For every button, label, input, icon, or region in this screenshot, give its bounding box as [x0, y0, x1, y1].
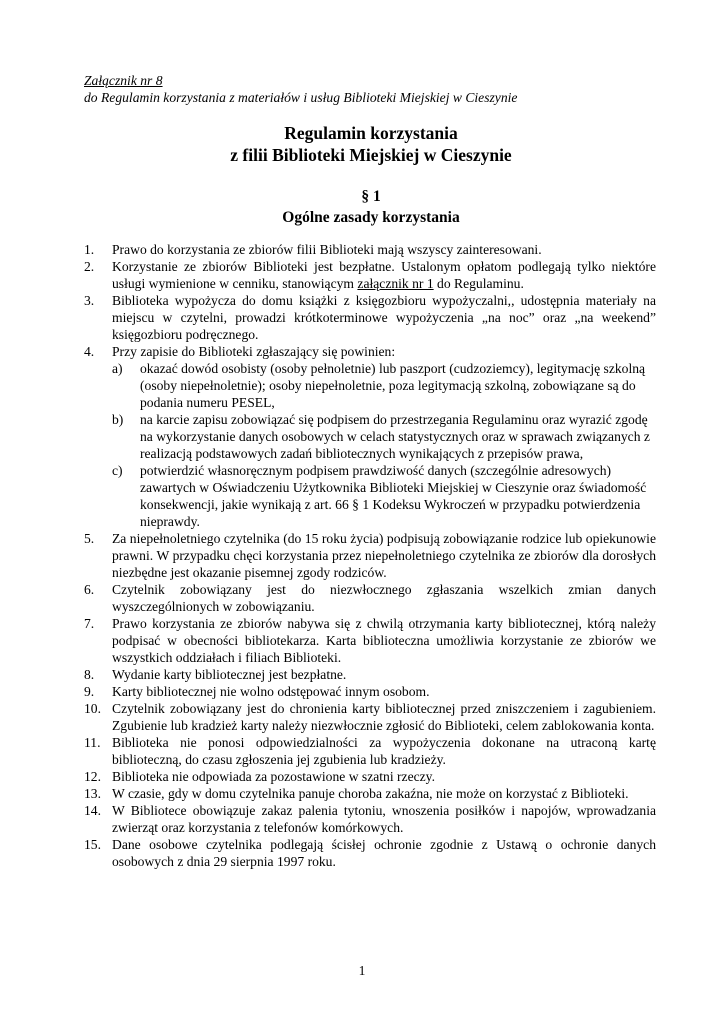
- annex-subtitle: do Regulamin korzystania z materiałów i usług Biblioteki Miejskiej w Cieszynie: [84, 90, 518, 105]
- rule-item: 10. Czytelnik zobowiązany jest do chronienia karty bibliotecznej przed zniszczeniem i zagubieniem. Zgubienie lub kradzież karty należy niezwłocznie zgłosić do Biblioteki, celem zablokowania konta.: [84, 701, 656, 733]
- rule-item: 3. Biblioteka wypożycza do domu książki z księgozbioru wypożyczalni,, udostępnia materiały na miejscu w czytelni, prowadzi krótkoterminowe wypożyczenia „na noc” oraz „na weekend” księgozbioru podręcznego.: [84, 293, 656, 342]
- rule-item: 2. Korzystanie ze zbiorów Biblioteki jest bezpłatne. Ustalonym opłatom podlegają tylko niektóre usługi wymienione w cenniku, stanowiącym załącznik nr 1 do Regulaminu.: [84, 259, 656, 291]
- annex-label: Załącznik nr 8: [84, 73, 163, 88]
- rule-item: 9. Karty bibliotecznej nie wolno odstępować innym osobom.: [84, 684, 430, 699]
- title-line-1: Regulamin korzystania: [284, 123, 458, 143]
- section-title: Ogólne zasady korzystania: [282, 209, 460, 226]
- rule-item: 7. Prawo korzystania ze zbiorów nabywa się z chwilą otrzymania karty bibliotecznej, którą należy podpisać w obecności bibliotekarza. Karta biblioteczna umożliwia korzystanie ze zbiorów we wszystkich oddziałach i filiach Biblioteki.: [84, 616, 656, 665]
- rule-item: 14. W Bibliotece obowiązuje zakaz palenia tytoniu, wnoszenia posiłków i napojów, wprowadzania zwierząt oraz korzystania z telefonów komórkowych.: [84, 803, 656, 835]
- annex-link[interactable]: załącznik nr 1: [357, 276, 434, 291]
- annex-header: [84, 72, 644, 106]
- rule-item: 13. W czasie, gdy w domu czytelnika panuje choroba zakaźna, nie może on korzystać z Biblioteki.: [84, 786, 629, 801]
- rule-item: 5. Za niepełnoletniego czytelnika (do 15 roku życia) podpisują zobowiązanie rodzice lub opiekunowie prawni. W przypadku chęci korzystania przez niepełnoletniego czytelnika ze zbiorów dla dorosłych niezbędne jest okazanie pisemnej zgody rodziców.: [84, 531, 656, 580]
- rule-item: 6. Czytelnik zobowiązany jest do niezwłocznego zgłaszania wszelkich zmian danych wyszczególnionych w zobowiązaniu.: [84, 582, 656, 614]
- document-title: [84, 123, 658, 166]
- rule-item: 4. Przy zapisie do Biblioteki zgłaszający się powinien: a) okazać dowód osobisty (osoby pełnoletnie) lub paszport (cudzoziemcy), legitymację szkolną (osoby niepełnoletnie); osoby niepełnoletnie, poza legitymacją szkolną, zobowiązane są do podania numeru PESEL, b) na karcie zapisu zobowiązać się podpisem do przestrzegania Regulaminu oraz wyrazić zgodę na wykorzystanie danych osobowych w celach statystycznych oraz w sprawach związanych z realizacją podstawowych zadań bibliotecznych wynikających z przepisów prawa, c) potwierdzić własnoręcznym podpisem prawdziwość danych (szczególnie adresowych) zawartych w Oświadczeniu Użytkownika Biblioteki Miejskiej w Cieszynie oraz świadomość konsekwencji, jakie wynikają z art. 66 § 1 Kodeksu Wykroczeń w przypadku potwierdzenia nieprawdy.: [84, 343, 656, 530]
- rule-item: 1. Prawo do korzystania ze zbiorów filii Biblioteki mają wszyscy zainteresowani.: [84, 242, 542, 257]
- section-heading: [84, 186, 658, 228]
- rule-item: 11. Biblioteka nie ponosi odpowiedzialności za wypożyczenia dokonane na utraconą kartę biblioteczną, do czasu zgłoszenia jej zgubienia lub kradzieży.: [84, 735, 656, 767]
- title-line-2: z filii Biblioteki Miejskiej w Cieszynie: [230, 144, 512, 165]
- page-number: 1: [358, 963, 366, 978]
- rules-list: [84, 241, 656, 870]
- rule-item: 15. Dane osobowe czytelnika podlegają ścisłej ochronie zgodnie z Ustawą o ochronie danych osobowych z dnia 29 sierpnia 1997 roku.: [84, 837, 656, 869]
- sub-item: b) na karcie zapisu zobowiązać się podpisem do przestrzegania Regulaminu oraz wyrazić zgodę na wykorzystanie danych osobowych w celach statystycznych oraz w sprawach związanych z realizacją podstawowych zadań bibliotecznych wynikających z przepisów prawa,: [112, 412, 650, 461]
- section-number: § 1: [361, 188, 381, 205]
- sub-item: a) okazać dowód osobisty (osoby pełnoletnie) lub paszport (cudzoziemcy), legitymację szkolną (osoby niepełnoletnie); osoby niepełnoletnie, poza legitymacją szkolną, zobowiązane są do podania numeru PESEL,: [112, 361, 646, 410]
- sub-item: c) potwierdzić własnoręcznym podpisem prawdziwość danych (szczególnie adresowych) zawartych w Oświadczeniu Użytkownika Biblioteki Miejskiej w Cieszynie oraz świadomość konsekwencji, jakie wynikają z art. 66 § 1 Kodeksu Wykroczeń w przypadku potwierdzenia nieprawdy.: [112, 463, 647, 529]
- rule-item: 12. Biblioteka nie odpowiada za pozostawione w szatni rzeczy.: [84, 769, 435, 784]
- rule-item: 8. Wydanie karty bibliotecznej jest bezpłatne.: [84, 667, 347, 682]
